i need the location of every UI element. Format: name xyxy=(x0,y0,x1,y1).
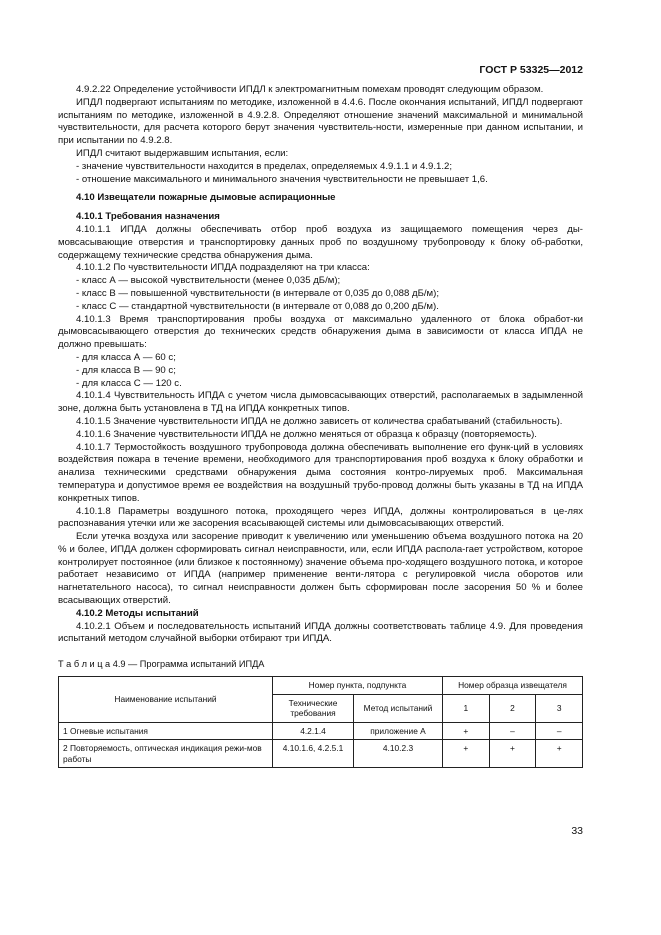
cell-method: приложение А xyxy=(354,722,443,740)
paragraph: 4.10.1.3 Время транспортирования пробы воздуха от максимально удаленного от блока обработ-ки дымовсасывающего отверстия до технических средств обнаружения дыма в зависимости от класса ИПДА не должно превышать: xyxy=(58,313,583,351)
cell-sample-1: + xyxy=(443,722,490,740)
paragraph: 4.10.1.4 Чувствительность ИПДА с учетом числа дымовсасывающих отверстий, располагаемых в задымленной зоне, должна быть установлена в ТД на ИПДА конкретных типов. xyxy=(58,390,583,415)
col-header-item: Номер пункта, подпункта xyxy=(273,677,443,695)
table-row xyxy=(59,722,583,740)
table-row xyxy=(59,740,583,768)
paragraph: 4.10.1.5 Значение чувствительности ИПДА не должно зависеть от количества срабатываний (стабильность). xyxy=(76,415,563,427)
col-header-sample: Номер образца извещателя xyxy=(443,677,583,695)
col-header-req: Технические требования xyxy=(273,694,354,722)
list-item: - для класса С — 120 с. xyxy=(76,377,182,389)
cell-sample-3: + xyxy=(536,740,583,768)
test-program-table xyxy=(58,676,583,768)
cell-req: 4.2.1.4 xyxy=(273,722,354,740)
subsection-heading: 4.10.1 Требования назначения xyxy=(76,211,220,223)
list-item: - для класса В — 90 с; xyxy=(76,364,176,376)
paragraph: Если утечка воздуха или засорение приводит к увеличению или уменьшению объема воздушного потока на 20 % и более, ИПДА должен сформировать сигнал неисправности, или, если ИПДА распола-гает устройством, которое контролирует постоянное (или близкое к постоянному) значение объема про-ходящего воздушного потока, и которое работает независимо от ИПДА (например применение венти-лятора с регулировкой числа оборотов или нагнетательного насоса), то сигнал неисправности должен быть сформирован после засорения 50 % и более всасывающих отверстий. xyxy=(58,531,583,607)
paragraph: ИПДЛ считают выдержавшим испытания, если: xyxy=(76,147,289,159)
table-caption: Т а б л и ц а 4.9 — Программа испытаний ИПДА xyxy=(58,659,265,670)
cell-req: 4.10.1.6, 4.2.5.1 xyxy=(273,740,354,768)
page-number: 33 xyxy=(571,825,583,837)
cell-sample-3: – xyxy=(536,722,583,740)
list-item: - отношение максимального и минимального значения чувствительности не превышает 1,6. xyxy=(76,173,488,185)
list-item: - для класса А — 60 с; xyxy=(76,351,176,363)
paragraph: ИПДЛ подвергают испытаниям по методике, изложенной в 4.4.6. После окончания испытаний, ИПДЛ подвергают испытаниям по методике, изложенной в 4.9.2.8. Определяют отношение значений максимальной и минимальной чувствительности, для расчета которого берут значения чувствитель-ности, измеренные при данном испытании, и при испытании по 4.9.2.8. xyxy=(58,96,583,147)
list-item: - класс С — стандартной чувствительности (в интервале от 0,088 до 0,200 дБ/м). xyxy=(76,300,439,312)
col-header-name: Наименование испытаний xyxy=(59,677,273,723)
col-header-method: Метод испытаний xyxy=(354,694,443,722)
list-item: - класс В — повышенной чувствительности (в интервале от 0,035 до 0,088 дБ/м); xyxy=(76,287,440,299)
paragraph: 4.10.2.1 Объем и последовательность испытаний ИПДА должны соответствовать таблице 4.9. Для проведения испытаний методом случайной выборки отбирают три ИПДА. xyxy=(58,620,583,645)
col-header-sample-3: 3 xyxy=(536,694,583,722)
cell-method: 4.10.2.3 xyxy=(354,740,443,768)
paragraph: 4.10.1.8 Параметры воздушного потока, проходящего через ИПДА, должны контролироваться в це-лях распознавания утечки или же засорения всасывающей системы или дымовсасывающих отверстий. xyxy=(58,505,583,530)
page-content xyxy=(58,84,583,768)
paragraph: 4.9.2.22 Определение устойчивости ИПДЛ к электромагнитным помехам проводят следующим образом. xyxy=(76,84,544,95)
cell-sample-2: – xyxy=(489,722,536,740)
col-header-sample-1: 1 xyxy=(443,694,490,722)
paragraph: 4.10.1.2 По чувствительности ИПДА подразделяют на три класса: xyxy=(76,262,370,274)
section-heading: 4.10 Извещатели пожарные дымовые аспирационные xyxy=(76,192,336,204)
paragraph: 4.10.1.6 Значение чувствительности ИПДА не должно меняться от образца к образцу (повторяемость). xyxy=(76,428,537,440)
doc-number: ГОСТ Р 53325—2012 xyxy=(479,64,583,76)
cell-sample-2: + xyxy=(489,740,536,768)
list-item: - класс А — высокой чувствительности (менее 0,035 дБ/м); xyxy=(76,275,341,287)
col-header-sample-2: 2 xyxy=(489,694,536,722)
subsection-heading: 4.10.2 Методы испытаний xyxy=(76,607,199,619)
paragraph: 4.10.1.1 ИПДА должны обеспечивать отбор проб воздуха из защищаемого помещения через ды-мовсасывающие отверстия и транспортировку данных проб по воздушному трубопроводу к блоку об-работки, содержащему технические средства обнаружения дыма. xyxy=(58,223,583,261)
list-item: - значение чувствительности находится в пределах, определяемых 4.9.1.1 и 4.9.1.2; xyxy=(76,160,453,172)
cell-name: 1 Огневые испытания xyxy=(59,722,273,740)
cell-name: 2 Повторяемость, оптическая индикация режи-мов работы xyxy=(59,740,273,768)
cell-sample-1: + xyxy=(443,740,490,768)
paragraph: 4.10.1.7 Термостойкость воздушного трубопровода должна обеспечивать выполнение его функ-ций в условиях воздействия пожара в течение времени, необходимого для транспортирования проб воздуха к блоку обработки и анализа техническими средствами обнаружения дыма состояния контро-лируемых проб. Максимальная температура и допустимое время ее воздействия на воздушный трубо-провод должны быть указаны в ТД на ИПДА конкретных типов. xyxy=(58,441,583,504)
